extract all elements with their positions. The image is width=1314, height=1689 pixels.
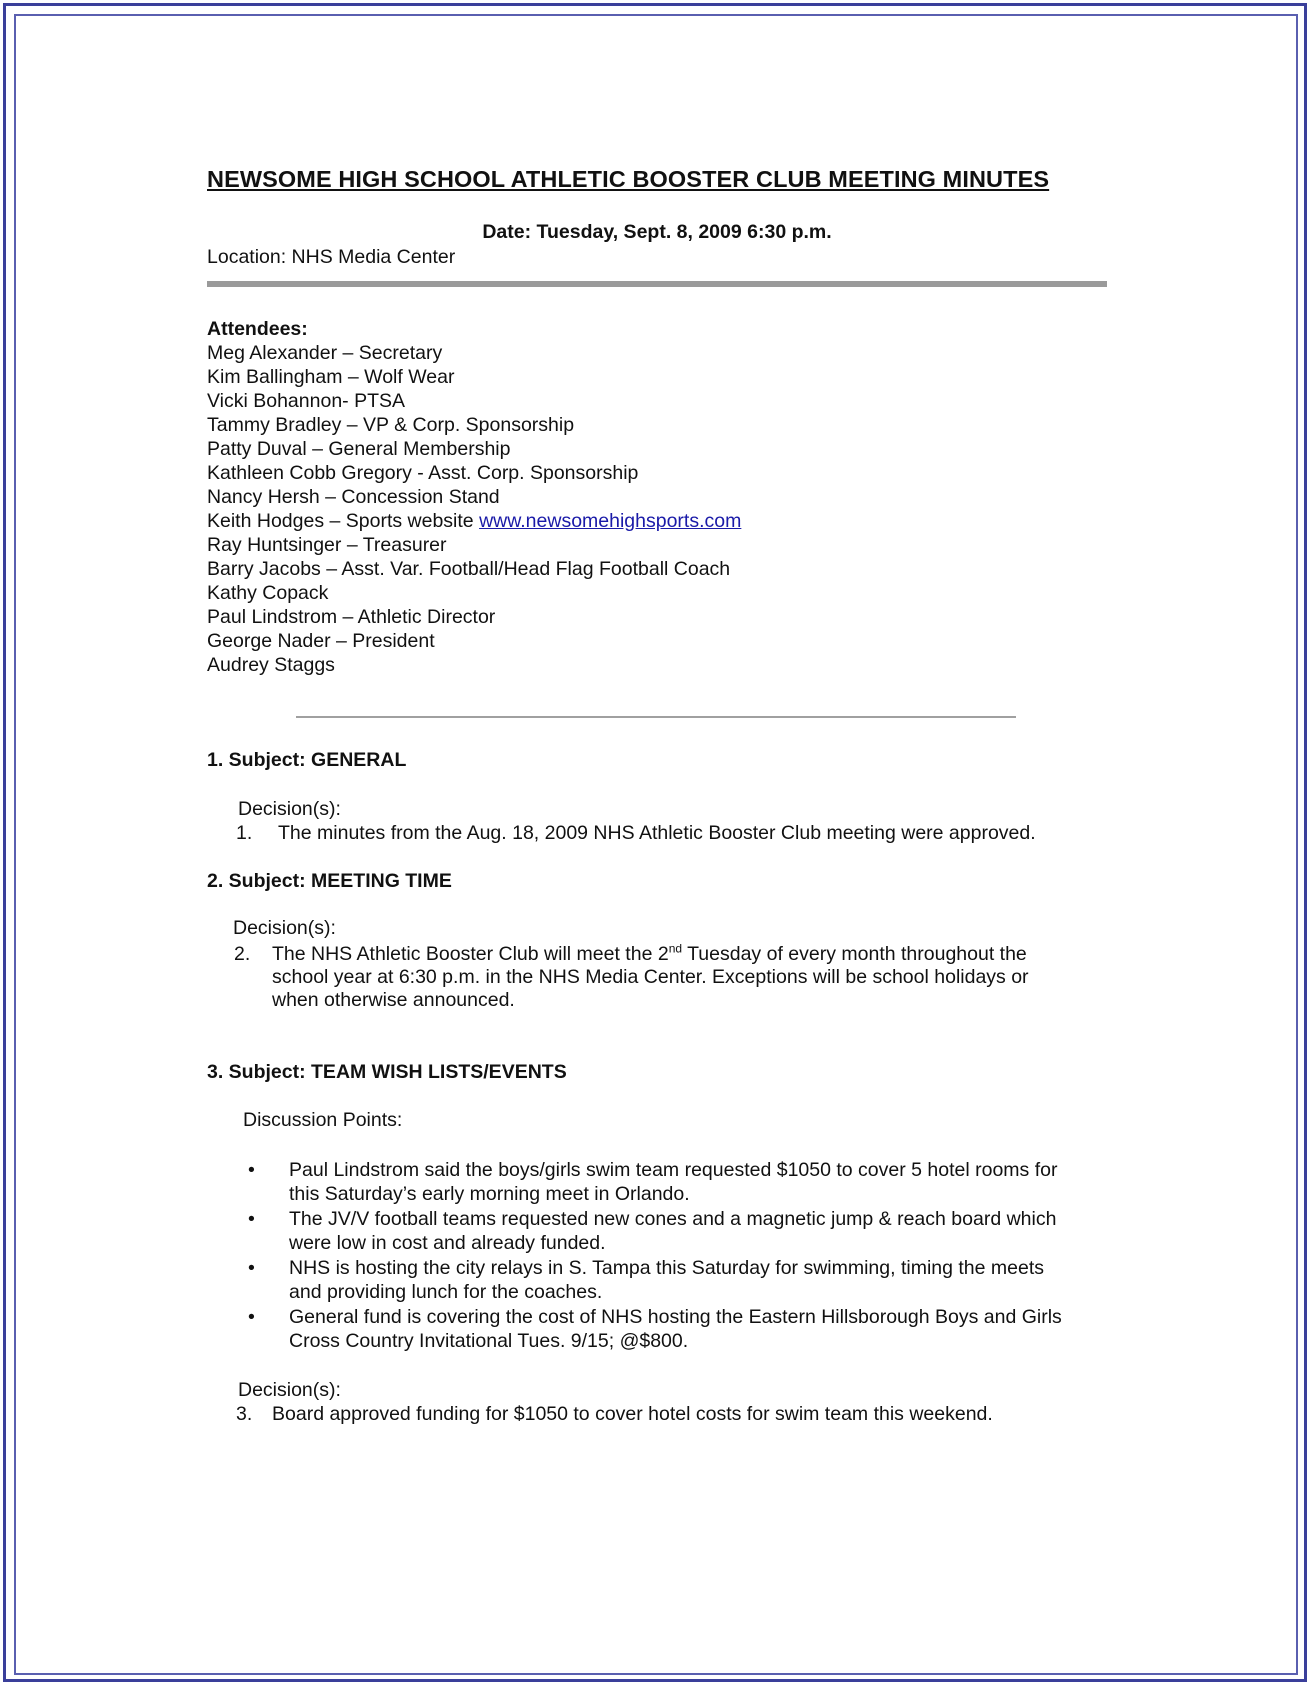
item-text: Board approved funding for $1050 to cover hotel costs for swim team this weekend. (272, 1403, 993, 1425)
attendee-item (207, 509, 741, 533)
discussion-label: Discussion Points: (243, 1109, 403, 1131)
attendee-item: Audrey Staggs (207, 654, 335, 676)
list-item-text: General fund is covering the cost of NHS hosting the Eastern Hillsborough Boys and Girls Cross Country Invitational Tues. 9/15; @$800. (289, 1306, 1062, 1352)
attendee-item: Nancy Hersh – Concession Stand (207, 486, 500, 508)
header-divider (207, 281, 1107, 287)
list-item-text: NHS is hosting the city relays in S. Tampa this Saturday for swimming, timing the meets and providing lunch for the coaches. (289, 1257, 1045, 1303)
list-item (243, 1305, 1073, 1353)
list-item-text: The JV/V football teams requested new cones and a magnetic jump & reach board which were low in cost and already funded. (289, 1208, 1057, 1254)
attendee-item: Kathleen Cobb Gregory - Asst. Corp. Sponsorship (207, 462, 639, 484)
list-item (243, 1256, 1073, 1304)
item-number: 3. (236, 1403, 253, 1425)
item-text: The minutes from the Aug. 18, 2009 NHS Athletic Booster Club meeting were approved. (278, 822, 1036, 844)
attendees-section (207, 317, 741, 677)
bullet-icon: • (248, 1159, 255, 1181)
attendee-item: Ray Huntsinger – Treasurer (207, 534, 447, 556)
attendee-item: Vicki Bohannon- PTSA (207, 390, 405, 412)
section-divider (296, 716, 1016, 718)
item-text (272, 943, 1029, 1012)
item-line: school year at 6:30 p.m. in the NHS Media Center. Exceptions will be school holidays or (272, 966, 1029, 988)
subject-meeting-time-heading: 2. Subject: MEETING TIME (207, 870, 452, 892)
attendee-item: Meg Alexander – Secretary (207, 342, 443, 364)
item-line-part: The NHS Athletic Booster Club will meet the 2 (272, 943, 669, 965)
bullet-icon: • (248, 1306, 255, 1328)
document-title: NEWSOME HIGH SCHOOL ATHLETIC BOOSTER CLUB MEETING MINUTES (207, 166, 1050, 192)
attendees-heading: Attendees: (207, 318, 308, 340)
decision-label: Decision(s): (238, 1379, 341, 1401)
list-item (243, 1207, 1073, 1255)
attendee-keith-text: Keith Hodges – Sports website (207, 510, 480, 532)
attendee-item: George Nader – President (207, 630, 435, 652)
list-item-text: Paul Lindstrom said the boys/girls swim team requested $1050 to cover 5 hotel rooms for this Saturday’s early morning meet in Orlando. (289, 1159, 1058, 1205)
ordinal-suffix: nd (668, 941, 683, 956)
attendee-item: Patty Duval – General Membership (207, 438, 511, 460)
meeting-date: Date: Tuesday, Sept. 8, 2009 6:30 p.m. (482, 221, 832, 243)
item-number: 2. (234, 943, 251, 965)
discussion-list (243, 1158, 1073, 1354)
item-line (272, 943, 1029, 966)
subject-team-wish-lists-heading: 3. Subject: TEAM WISH LISTS/EVENTS (207, 1061, 567, 1083)
attendee-item: Tammy Bradley – VP & Corp. Sponsorship (207, 414, 575, 436)
attendee-item: Barry Jacobs – Asst. Var. Football/Head Flag Football Coach (207, 558, 731, 580)
sports-website-link[interactable]: www.newsomehighsports.com (479, 510, 742, 532)
subject-general-heading: 1. Subject: GENERAL (207, 749, 407, 771)
bullet-icon: • (248, 1257, 255, 1279)
item-line: when otherwise announced. (272, 989, 515, 1011)
bullet-icon: • (248, 1208, 255, 1230)
item-line-part: Tuesday of every month throughout the (682, 943, 1027, 965)
decision-label: Decision(s): (238, 798, 341, 820)
attendee-item: Paul Lindstrom – Athletic Director (207, 606, 496, 628)
list-item (243, 1158, 1073, 1206)
item-number: 1. (236, 822, 253, 844)
decision-label: Decision(s): (233, 917, 336, 939)
attendee-item: Kathy Copack (207, 582, 329, 604)
attendee-item: Kim Ballingham – Wolf Wear (207, 366, 455, 388)
meeting-location: Location: NHS Media Center (207, 246, 456, 268)
